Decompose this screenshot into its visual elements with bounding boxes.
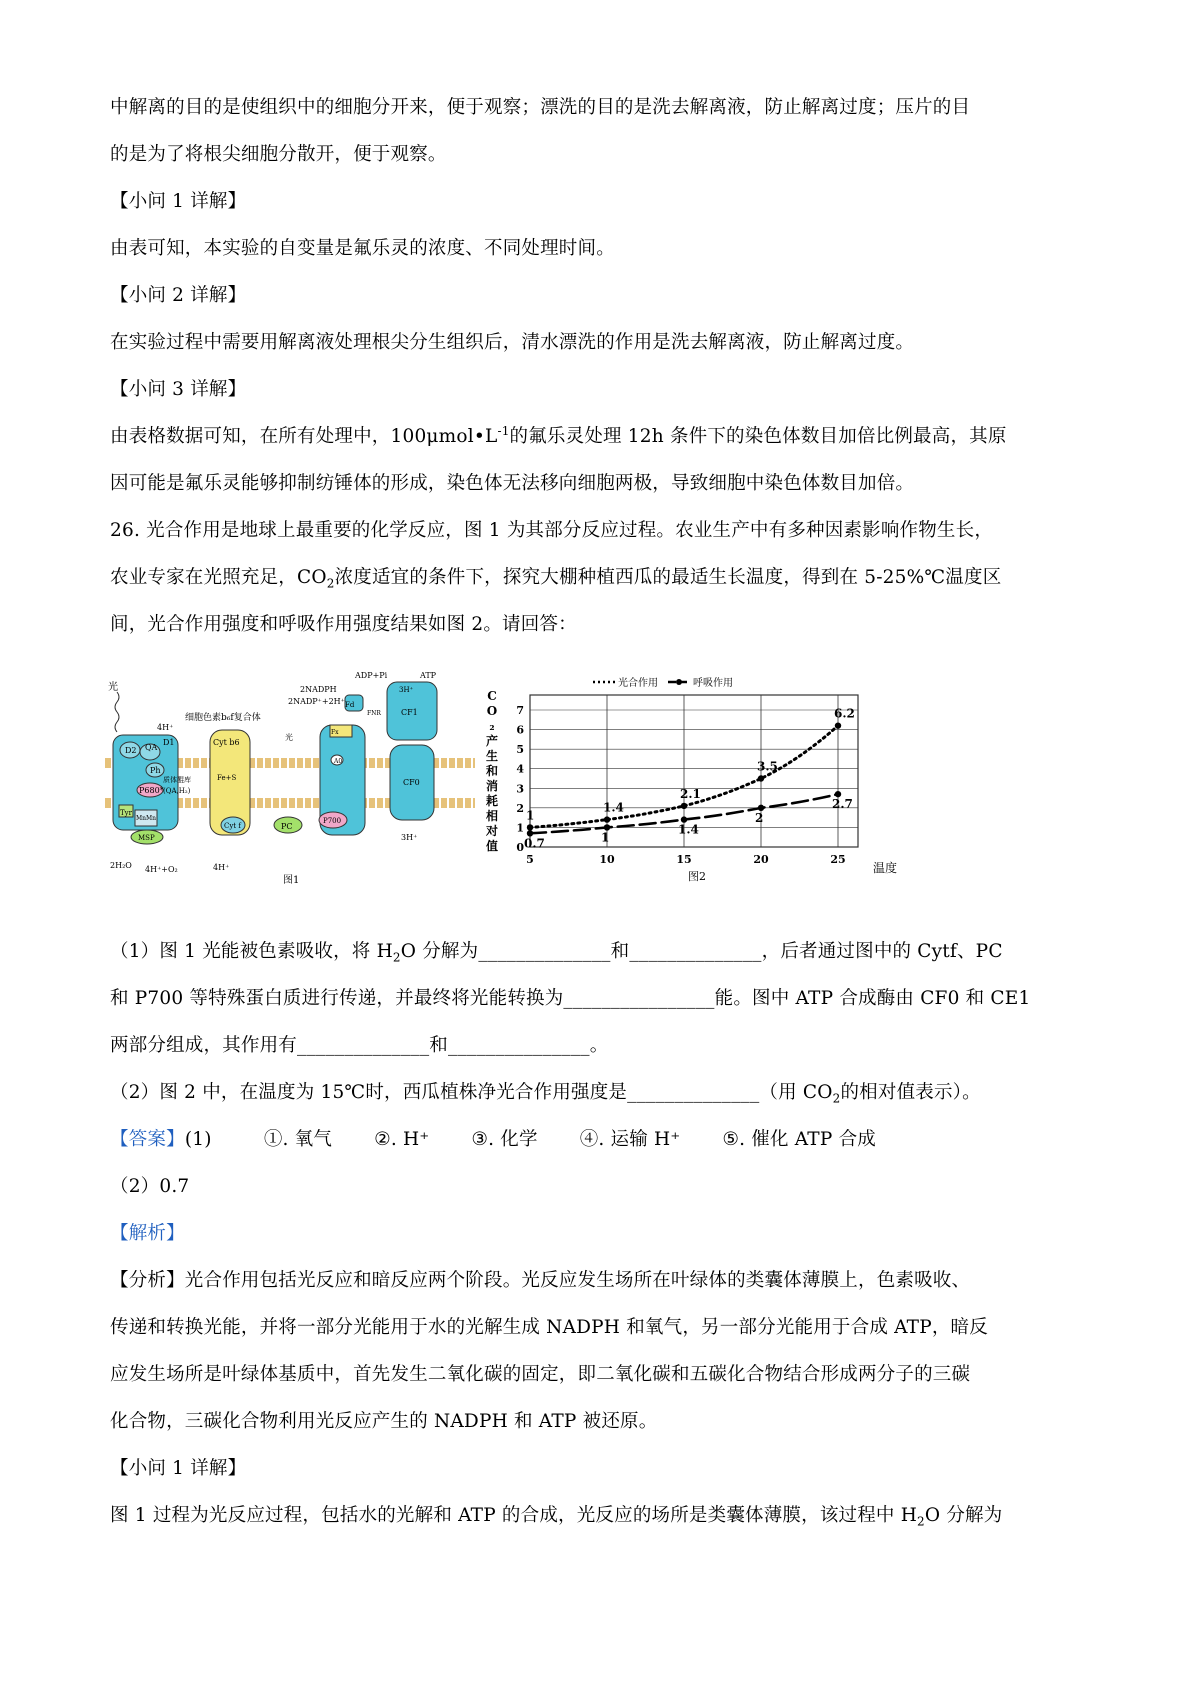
y-tick-label: 2 [516, 801, 524, 815]
data-point [604, 816, 610, 822]
para-line: 图 1 过程为光反应过程，包括水的光解和 ATP 的合成，光反应的场所是类囊体薄膜，该过程中 $H_2O$ 分解为 [110, 1505, 1003, 1529]
answer-item: ②. H⁺ [374, 1129, 430, 1150]
data-label: 3.5 [757, 759, 778, 774]
x-tick-label: 10 [599, 853, 615, 866]
label-light-1: 光 [108, 682, 118, 693]
label-fes: Fe+S [217, 774, 237, 782]
y-label-char: C [487, 689, 497, 703]
para-line: 由表可知，本实验的自变量是氟乐灵的浓度、不同处理时间。 [110, 238, 615, 259]
para-line: 的是为了将根尖细胞分散开，便于观察。 [110, 144, 447, 165]
label-cf0: CF0 [403, 778, 420, 787]
data-label: 0.7 [524, 836, 545, 851]
data-label: 2.1 [680, 786, 701, 801]
label-adp: ADP+Pi [355, 671, 388, 680]
label-3h-top: 3H⁺ [399, 686, 414, 694]
label-4h-o2: 4H⁺+O₂ [145, 865, 178, 874]
label-atp: ATP [420, 671, 437, 680]
label-quinone: 质体醌库 [163, 776, 191, 784]
label-cytf: Cyt f [224, 822, 241, 830]
para-line: 农业专家在光照充足，$CO_2$浓度适宜的条件下，探究大棚种植西瓜的最适生长温度，得到在 5-25%℃温度区 [110, 567, 1002, 591]
legend-label: 呼吸作用 [693, 678, 733, 689]
label-pc: PC [281, 822, 293, 831]
legend-marker [676, 679, 682, 685]
label-tyr: Tyr [120, 809, 132, 817]
y-label-char: 和 [485, 764, 499, 778]
y-tick-label: 6 [516, 723, 524, 737]
label-a0: A0 [334, 758, 343, 765]
chart-legend [593, 676, 733, 689]
data-label: 2.7 [832, 797, 853, 812]
label-qa: QA [145, 743, 158, 752]
data-label: 6.2 [834, 706, 855, 721]
label-p680: P680* [139, 786, 164, 795]
sub-question-2: （2）图 2 中，在温度为 15℃时，西瓜植株净光合作用强度是______________（用 $CO_2$的相对值表示）。 [110, 1082, 981, 1106]
label-p700: P700 [323, 817, 342, 825]
answer-item: ①. 氧气 [263, 1129, 333, 1150]
chart-series [524, 707, 855, 851]
y-tick-label: 1 [516, 821, 524, 835]
y-tick-label: 4 [516, 762, 524, 776]
label-light-2: 光 [285, 733, 293, 742]
analysis-line: 【分析】光合作用包括光反应和暗反应两个阶段。光反应发生场所在叶绿体的类囊体薄膜上，色素吸收、 [110, 1270, 971, 1291]
answer-item: ④. 运输 H⁺ [579, 1129, 681, 1150]
y-label-char: 相 [485, 809, 499, 823]
label-mn: MnMn [136, 815, 157, 822]
label-nadp: 2NADP⁺+2H⁺ [288, 697, 345, 706]
data-point [527, 824, 533, 830]
analysis-line: 化合物，三碳化合物利用光反应产生的 NADPH 和 ATP 被还原。 [110, 1411, 658, 1432]
data-point [835, 722, 841, 728]
data-point [758, 775, 764, 781]
sub-question-1: （1）图 1 光能被色素吸收，将 $H_2O$ 分解为______________和______________，后者通过图中的 Cytf、PC [110, 941, 1003, 965]
figure-2-chart [478, 672, 918, 912]
section-title: 【小问 3 详解】 [110, 379, 247, 400]
label-4h-top: 4H⁺ [157, 723, 174, 732]
y-label-char: O [486, 704, 498, 718]
data-label: 2 [755, 810, 764, 825]
figure-1-caption: 图1 [283, 875, 300, 886]
label-d1: D1 [163, 738, 175, 747]
sub-question-1-line2: 和 P700 等特殊蛋白质进行传递，并最终将光能转换为________________能。图中 ATP 合成酶由 CF0 和 CE1 [110, 988, 1031, 1009]
para-line: 中解离的目的是使组织中的细胞分开来，便于观察；漂洗的目的是洗去解离液，防止解离过度；压片的目 [110, 97, 971, 118]
para-line: 因可能是氟乐灵能够抑制纺锤体的形成，染色体无法移向细胞两极，导致细胞中染色体数目加倍。 [110, 473, 915, 494]
label-fx: Fx [331, 729, 339, 736]
figure-1-thylakoid-diagram [105, 670, 475, 905]
y-label-char: 产 [485, 734, 499, 748]
para-line: 在实验过程中需要用解离液处理根尖分生组织后，清水漂洗的作用是洗去解离液，防止解离过度。 [110, 332, 915, 353]
label-cf1: CF1 [401, 708, 418, 717]
para-line: 由表格数据可知，在所有处理中，$100\mu mol•L^{-1}$的氟乐灵处理 12h 条件下的染色体数目加倍比例最高，其原 [110, 423, 1007, 447]
answer-2: （2）0.7 [110, 1176, 190, 1197]
x-tick-label: 5 [526, 853, 534, 866]
data-label: 1.4 [603, 800, 624, 815]
label-msp: MSP [138, 834, 155, 842]
analysis-line: 传递和转换光能，并将一部分光能用于水的光解生成 NADPH 和氧气，另一部分光能用于合成 ATP，暗反 [110, 1317, 988, 1338]
label-4h-bottom: 4H⁺ [213, 863, 230, 872]
answer-item: ⑤. 催化 ATP 合成 [722, 1129, 876, 1150]
y-tick-label: 7 [516, 704, 524, 717]
y-tick-label: 5 [516, 743, 524, 757]
x-tick-label: 20 [753, 853, 769, 866]
label-d2: D2 [125, 746, 137, 755]
label-ph: Ph [150, 766, 161, 775]
y-tick-label: 0 [516, 841, 524, 854]
answer-items [264, 1129, 918, 1150]
chart-grid [516, 695, 858, 866]
data-point [681, 803, 687, 809]
y-label-char: 耗 [485, 794, 499, 808]
para-line: 间，光合作用强度和呼吸作用强度结果如图 2。请回答： [110, 614, 577, 635]
chart-xlabel: 温度 [873, 861, 898, 875]
y-tick-label: 3 [516, 782, 524, 796]
y-label-char: 对 [485, 824, 499, 838]
figure-2-caption: 图2 [688, 870, 706, 883]
y-label-char: 值 [485, 839, 499, 853]
x-tick-label: 15 [676, 853, 692, 866]
label-fnr: FNR [367, 710, 381, 717]
label-cytb6: Cyt b6 [213, 738, 240, 747]
label-quinone2: (QA,H₂) [163, 787, 191, 795]
x-tick-label: 25 [830, 853, 846, 866]
analysis-line: 应发生场所是叶绿体基质中，首先发生二氧化碳的固定，即二氧化碳和五碳化合物结合形成两分子的三碳 [110, 1364, 971, 1385]
data-label: 1.4 [678, 822, 699, 837]
chart-ylabel [485, 689, 498, 853]
answer-line: 【答案】(1) ①. 氧气 ②. H⁺ ③. 化学 ④. 运输 H⁺ ⑤. 催化 ATP 合成 [110, 1125, 918, 1151]
label-h2o: 2H₂O [110, 861, 132, 870]
data-label: 1 [601, 830, 610, 845]
section-title: 【小问 1 详解】 [110, 1458, 247, 1479]
y-label-char: 生 [485, 749, 499, 763]
label-cytochrome-complex: 细胞色素b₆f复合体 [185, 713, 261, 723]
analysis-label: 【解析】 [110, 1223, 185, 1244]
answer-item: ③. 化学 [471, 1129, 538, 1150]
section-title: 【小问 1 详解】 [110, 191, 247, 212]
label-fd: Fd [345, 701, 355, 709]
section-title: 【小问 2 详解】 [110, 285, 247, 306]
data-label: 1 [526, 808, 535, 823]
label-3h-bottom: 3H⁺ [401, 833, 418, 842]
question-26: 26. 光合作用是地球上最重要的化学反应，图 1 为其部分反应过程。农业生产中有多种因素影响作物生长， [110, 520, 994, 541]
y-label-char: ₂ [489, 719, 495, 733]
label-nadph: 2NADPH [300, 685, 337, 694]
sub-question-1-line3: 两部分组成，其作用有______________和_______________。 [110, 1035, 609, 1056]
y-label-char: 消 [485, 779, 499, 793]
answer-label: 【答案】 [110, 1129, 185, 1150]
legend-label: 光合作用 [618, 678, 658, 689]
